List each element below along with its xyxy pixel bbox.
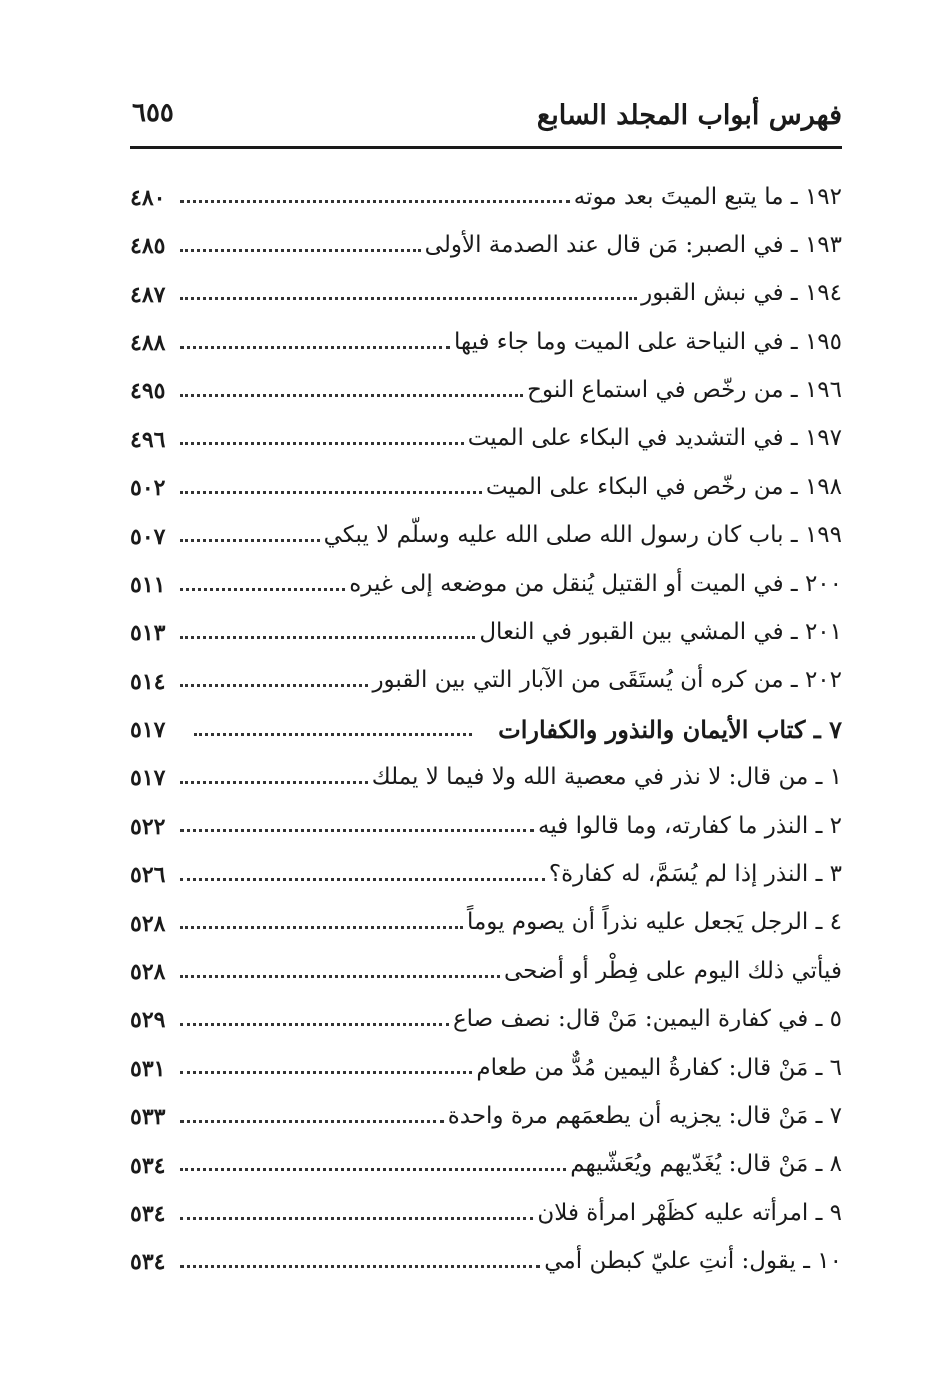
dot-leader	[180, 200, 570, 203]
toc-entry-title: ١٠ ـ يقول: أنتِ عليّ كبطن أمي	[544, 1248, 842, 1275]
page-number: ٦٥٥	[132, 98, 174, 128]
toc-entry-title: ٨ ـ مَنْ قال: يُغَدّيهم ويُعَشّيهم	[570, 1151, 842, 1178]
toc-entry-title: ٧ ـ مَنْ قال: يجزيه أن يطعمَهم مرة واحدة	[447, 1102, 842, 1129]
dot-leader	[180, 346, 450, 349]
toc-entry-title: ٣ ـ النذر إذا لم يُسَمَّ، له كفارة؟	[548, 860, 842, 887]
toc-entry-page: ٥٢٢	[130, 813, 166, 840]
toc-entry-page: ٥٣٤	[130, 1201, 166, 1227]
toc-entry-title: ٦ ـ مَنْ قال: كفارةُ اليمين مُدٌّ من طعام	[476, 1054, 842, 1081]
toc-entry	[130, 1180, 842, 1228]
toc-entry-page: ٤٨٨	[130, 329, 166, 356]
dot-leader	[180, 926, 463, 929]
dot-leader	[180, 1217, 533, 1220]
dot-leader	[180, 975, 500, 978]
toc-entry-title: فيأتي ذلك اليوم على فِطْر أو أضحى	[504, 957, 842, 984]
toc-entry-title: ٢٠١ ـ في المشي بين القبور في النعال	[479, 619, 842, 646]
toc-entry-page: ٥٢٨	[130, 910, 166, 937]
toc-entry-page: ٥٣٤	[130, 1152, 166, 1179]
dot-leader	[180, 394, 523, 397]
toc-entry	[130, 261, 842, 309]
dot-leader	[180, 442, 464, 445]
dot-leader	[180, 297, 637, 300]
toc-entry-page: ٥١٣	[130, 620, 166, 647]
toc-entry	[130, 358, 842, 406]
toc-entry	[130, 551, 842, 599]
header-rule	[130, 146, 842, 149]
toc-section-heading	[130, 696, 842, 744]
toc-entry-page: ٤٩٦	[130, 426, 166, 453]
toc-entry-title: ٢٠٢ ـ من كره أن يُستَقَى من الآبار التي بين القبور	[372, 667, 842, 694]
dot-leader	[180, 781, 368, 784]
toc-entry	[130, 841, 842, 889]
dot-leader	[180, 1265, 540, 1268]
toc-entry	[130, 309, 842, 357]
dot-leader	[180, 878, 545, 881]
dot-leader	[180, 491, 482, 494]
toc-entry-page: ٥٠٧	[130, 523, 166, 550]
toc-entry-page: ٥١٤	[130, 668, 166, 695]
toc-entry	[130, 454, 842, 502]
toc-entry-page: ٤٩٥	[130, 378, 166, 405]
dot-leader	[180, 249, 421, 252]
toc-entry	[130, 1035, 842, 1083]
toc-entry	[130, 648, 842, 696]
dot-leader	[180, 1071, 472, 1074]
toc-entry-title: ١٩٧ ـ في التشديد في البكاء على الميت	[467, 425, 842, 452]
dot-leader	[180, 1023, 449, 1026]
toc-entry-page: ٥٢٨	[130, 959, 166, 986]
page-header	[128, 94, 842, 142]
dot-leader	[180, 684, 368, 687]
toc-entry-title: ٢ ـ النذر ما كفارته، وما قالوا فيه	[538, 812, 842, 839]
dot-leader	[180, 1168, 566, 1171]
dot-leader	[180, 636, 475, 639]
toc-entry-title: ١٩٦ ـ من رخّص في استماع النوح	[527, 377, 842, 404]
toc-entry-page: ٥٣١	[130, 1055, 166, 1082]
toc-entry-page: ٤٨٥	[130, 233, 166, 260]
toc-entry	[130, 938, 842, 986]
toc-entry-page: ٥٢٦	[130, 862, 166, 889]
toc-entry	[130, 1083, 842, 1131]
toc-entry-title: ٧ ـ كتاب الأيمان والنذور والكفارات	[498, 714, 842, 744]
toc-entry	[130, 987, 842, 1035]
dot-leader	[180, 588, 345, 591]
toc-entry	[130, 503, 842, 551]
dot-leader	[194, 733, 472, 736]
toc-entry-title: ١ ـ من قال: لا نذر في معصية الله ولا فيما لا يملك	[371, 764, 842, 791]
toc-entry-title: ١٩٨ ـ من رخّص في البكاء على الميت	[485, 473, 842, 500]
toc-entry-page: ٤٨٠	[130, 184, 166, 211]
dot-leader	[180, 539, 320, 542]
toc-entry-page: ٥١١	[130, 571, 166, 598]
toc-entry	[130, 212, 842, 260]
dot-leader	[180, 1120, 444, 1123]
toc-entry-title: ٢٠٠ ـ في الميت أو القتيل يُنقل من موضعه إلى غيره	[349, 570, 842, 597]
toc-entry-title: ١٩٢ ـ ما يتبع الميتَ بعد موته	[573, 183, 842, 210]
toc-entry-page: ٥٣٣	[130, 1104, 166, 1131]
toc-entry	[130, 1229, 842, 1277]
toc-entry-title: ٩ ـ امرأته عليه كظَهْر امرأة فلان	[537, 1199, 842, 1226]
toc-entry	[130, 745, 842, 793]
toc-entry	[130, 600, 842, 648]
toc-entry	[130, 1132, 842, 1180]
toc-entry-title: ١٩٤ ـ في نبش القبور	[641, 280, 842, 307]
toc-entry	[130, 793, 842, 841]
page-title: فهرس أبواب المجلد السابع	[536, 100, 842, 131]
toc-entry-page: ٥١٧	[130, 717, 166, 744]
toc-entry	[130, 164, 842, 212]
toc-entry-title: ١٩٥ ـ في النياحة على الميت وما جاء فيها	[453, 328, 842, 355]
toc-entry-page: ٥٢٩	[130, 1007, 166, 1034]
toc-entry-title: ١٩٣ ـ في الصبر: مَن قال عند الصدمة الأولى	[424, 231, 842, 258]
toc-entry-page: ٥٠٢	[130, 475, 166, 502]
toc-entry-title: ١٩٩ ـ باب كان رسول الله صلى الله عليه وسلّم لا يبكي	[323, 522, 842, 549]
toc-entry-title: ٤ ـ الرجل يَجعل عليه نذراً أن يصوم يوماً	[466, 909, 842, 936]
toc-entry-page: ٥٣٤	[130, 1249, 166, 1276]
toc-entry	[130, 406, 842, 454]
toc-entry	[130, 890, 842, 938]
toc-entry-page: ٤٨٧	[130, 281, 166, 308]
dot-leader	[180, 829, 534, 832]
table-of-contents	[130, 164, 842, 1277]
toc-entry-title: ٥ ـ في كفارة اليمين: مَنْ قال: نصف صاع	[452, 1006, 842, 1033]
toc-entry-page: ٥١٧	[130, 765, 166, 792]
